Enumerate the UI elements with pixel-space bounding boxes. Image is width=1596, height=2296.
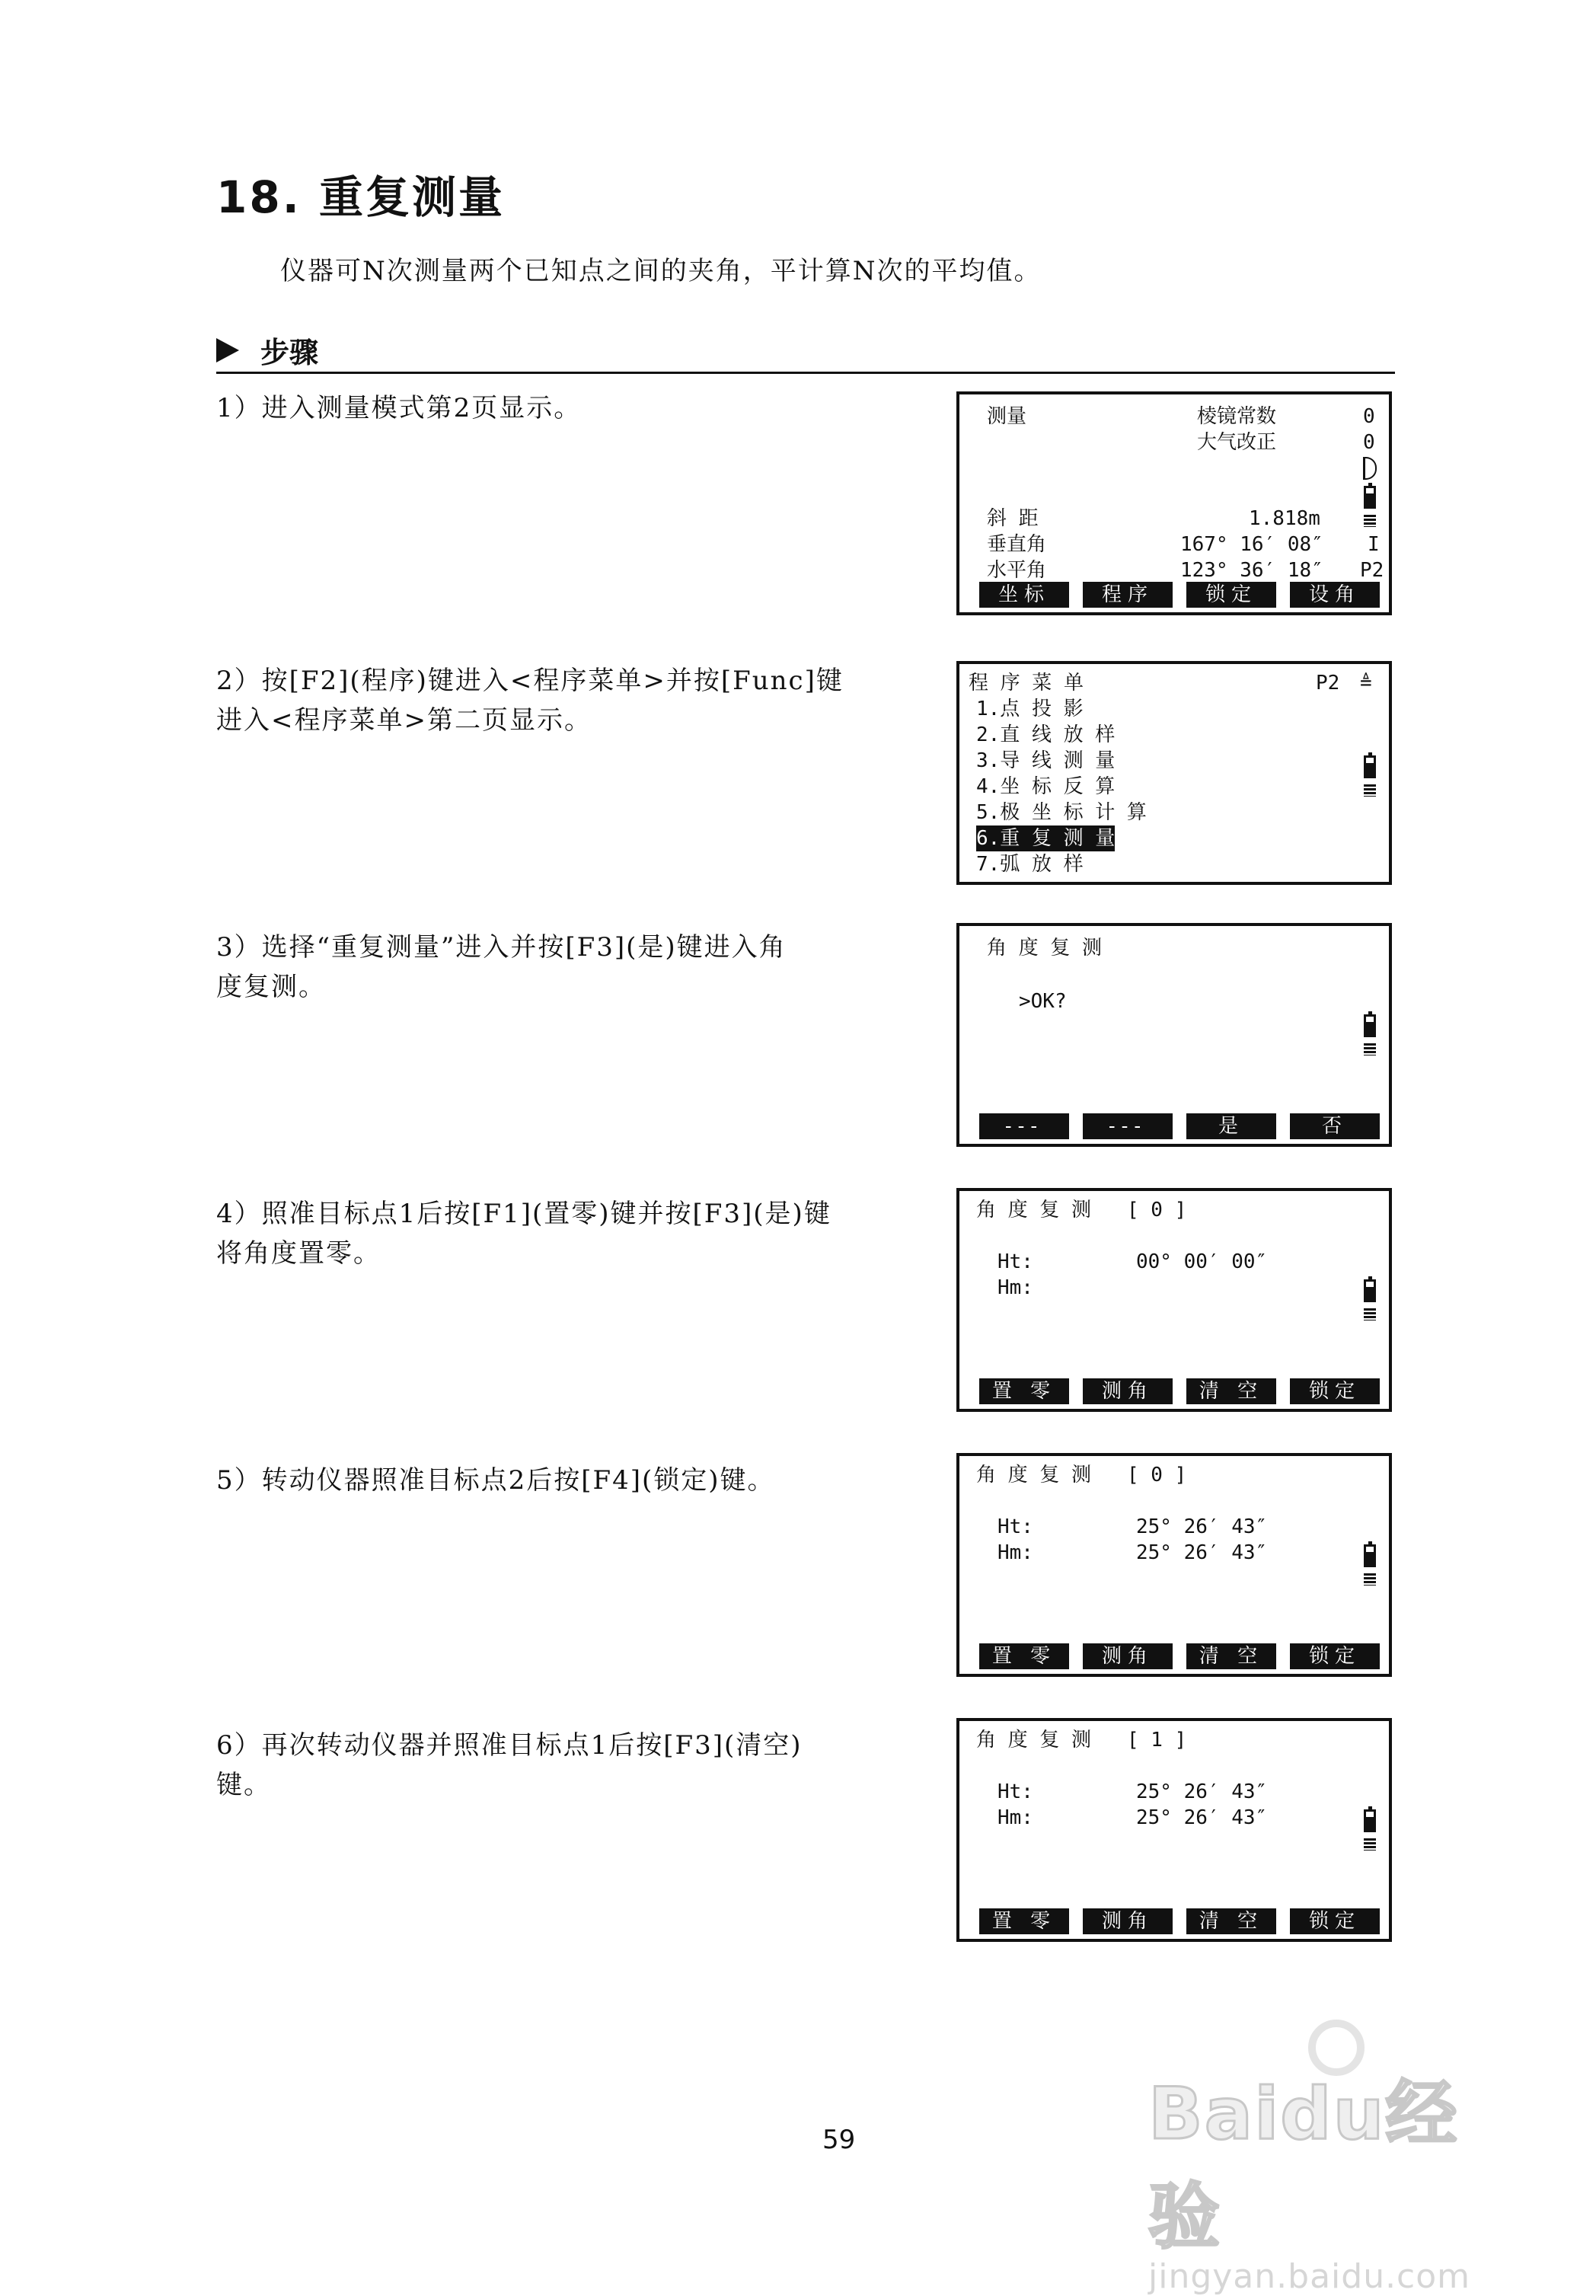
repeat-count: [ 0 ] (1127, 1464, 1187, 1486)
ht-label: Ht: (998, 1250, 1033, 1273)
page-number: 59 (822, 2125, 856, 2155)
softkey-f1[interactable]: --- (979, 1113, 1069, 1139)
battery-icon (1364, 1279, 1376, 1302)
vertical-angle-value: 167° 16′ 08″ (1180, 533, 1323, 556)
hm-label: Hm: (998, 1541, 1033, 1564)
step-6: 6）再次转动仪器并照准目标点1后按[F3](清空) 键。 (216, 1730, 803, 1800)
signal-icon (1364, 1043, 1376, 1055)
softkey-f4-lock[interactable]: 锁定 (1290, 1908, 1380, 1934)
screen-title: 角 度 复 测 (976, 1199, 1091, 1221)
softkey-f2-program[interactable]: 程序 (1083, 582, 1173, 608)
prism-constant-value: 0 (1363, 405, 1375, 428)
repeat-count: [ 0 ] (1127, 1199, 1187, 1221)
section-heading-label: 步骤 (260, 336, 319, 369)
section-heading (216, 329, 318, 371)
triangle-bullet-icon (216, 338, 239, 362)
hm-value: 25° 26′ 43″ (1136, 1806, 1268, 1829)
battery-icon (1364, 486, 1376, 509)
vertical-angle-label: 垂直角 (987, 533, 1047, 556)
softkey-bar (979, 1908, 1380, 1934)
screen-title: 角 度 复 测 (976, 1729, 1091, 1752)
softkey-f2-measure-angle[interactable]: 测角 (1083, 1643, 1173, 1669)
ht-label: Ht: (998, 1515, 1033, 1538)
softkey-f1-zero[interactable]: 置 零 (979, 1643, 1069, 1669)
slope-distance-label: 斜 距 (987, 507, 1039, 530)
horizontal-angle-value: 123° 36′ 18″ (1180, 559, 1323, 582)
signal-icon (1364, 515, 1376, 527)
step-3: 3）选择“重复测量”进入并按[F3](是)键进入角 度复测。 (216, 932, 787, 1002)
softkey-f1-coordinates[interactable]: 坐标 (979, 582, 1069, 608)
softkey-bar (979, 1378, 1380, 1404)
horizontal-angle-label: 水平角 (987, 559, 1047, 582)
menu-item[interactable]: 1.点 投 影 (976, 698, 1084, 720)
hm-label: Hm: (998, 1276, 1033, 1299)
step-5: 5）转动仪器照准目标点2后按[F4](锁定)键。 (216, 1465, 775, 1496)
battery-icon (1364, 755, 1376, 778)
status-icons (1361, 1809, 1378, 1851)
softkey-bar (979, 1113, 1380, 1139)
vertical-angle-flag: I (1368, 533, 1380, 556)
softkey-bar (979, 1643, 1380, 1669)
menu-item[interactable]: 3.导 线 测 量 (976, 749, 1116, 772)
softkey-f3-clear[interactable]: 清 空 (1186, 1378, 1276, 1404)
step-1: 1）进入测量模式第2页显示。 (216, 393, 582, 423)
softkey-f1-zero[interactable]: 置 零 (979, 1908, 1069, 1934)
signal-icon (1364, 1308, 1376, 1320)
confirm-prompt: >OK? (1019, 990, 1067, 1013)
page-indicator: P2 (1360, 559, 1384, 582)
status-icons (1361, 1014, 1378, 1055)
softkey-bar (979, 582, 1380, 608)
battery-icon (1364, 1014, 1376, 1037)
watermark-logo: Baidu经验 (1148, 2073, 1459, 2259)
intro-paragraph: 仪器可N次测量两个已知点之间的夹角，平计算N次的平均值。 (280, 256, 1042, 286)
ht-value: 25° 26′ 43″ (1136, 1515, 1268, 1538)
softkey-f3-lock[interactable]: 锁定 (1186, 582, 1276, 608)
screen-angle-repeat-confirm (956, 923, 1392, 1147)
menu-item[interactable]: 7.弧 放 样 (976, 853, 1084, 876)
prism-icon (1363, 457, 1377, 480)
watermark-url: jingyan.baidu.com (1148, 2257, 1471, 2296)
ht-value: 00° 00′ 00″ (1136, 1250, 1268, 1273)
screen-angle-repeat-zero (956, 1188, 1392, 1412)
status-icons (1361, 1279, 1378, 1320)
softkey-f3-clear[interactable]: 清 空 (1186, 1643, 1276, 1669)
page-indicator: P2 (1316, 672, 1340, 695)
scroll-arrow-icon: ≜ (1360, 672, 1372, 695)
slope-distance-value: 1.818m (1249, 507, 1320, 530)
paw-logo-icon (1308, 2020, 1365, 2076)
page-title: 18. 重复测量 (216, 171, 505, 223)
screen-title: 角 度 复 测 (987, 937, 1102, 960)
hm-value: 25° 26′ 43″ (1136, 1541, 1268, 1564)
menu-item-selected[interactable]: 6.重 复 测 量 (976, 827, 1116, 850)
status-icons (1361, 1544, 1378, 1585)
screen-measure-p2 (956, 391, 1392, 615)
softkey-f4-set-angle[interactable]: 设角 (1290, 582, 1380, 608)
baidu-watermark (1148, 2056, 1514, 2296)
status-icons (1361, 755, 1378, 797)
prism-constant-label: 棱镜常数 (1197, 405, 1277, 428)
ht-label: Ht: (998, 1780, 1033, 1803)
screen-program-menu (956, 661, 1392, 885)
softkey-f4-lock[interactable]: 锁定 (1290, 1378, 1380, 1404)
softkey-f3-yes[interactable]: 是 (1186, 1113, 1276, 1139)
status-icons (1361, 457, 1378, 527)
screen-angle-repeat-clear (956, 1718, 1392, 1942)
menu-item[interactable]: 5.极 坐 标 计 算 (976, 801, 1147, 824)
atm-correction-label: 大气改正 (1197, 431, 1277, 454)
step-4: 4）照准目标点1后按[F1](置零)键并按[F3](是)键 将角度置零。 (216, 1199, 832, 1269)
ht-value: 25° 26′ 43″ (1136, 1780, 1268, 1803)
step-2: 2）按[F2](程序)键进入<程序菜单>并按[Func]键 进入<程序菜单>第二页显示。 (216, 666, 844, 736)
signal-icon (1364, 1838, 1376, 1851)
softkey-f2[interactable]: --- (1083, 1113, 1173, 1139)
section-divider (216, 372, 1395, 374)
signal-icon (1364, 784, 1376, 797)
softkey-f1-zero[interactable]: 置 零 (979, 1378, 1069, 1404)
hm-label: Hm: (998, 1806, 1033, 1829)
menu-item[interactable]: 4.坐 标 反 算 (976, 775, 1116, 798)
signal-icon (1364, 1573, 1376, 1585)
screen-mode-label: 测量 (987, 405, 1027, 428)
softkey-f2-measure-angle[interactable]: 测角 (1083, 1378, 1173, 1404)
menu-title: 程 序 菜 单 (969, 672, 1084, 695)
battery-icon (1364, 1544, 1376, 1567)
softkey-f4-no[interactable]: 否 (1290, 1113, 1380, 1139)
screen-title: 角 度 复 测 (976, 1464, 1091, 1486)
screen-angle-repeat-lock (956, 1453, 1392, 1677)
battery-icon (1364, 1809, 1376, 1832)
softkey-f2-measure-angle[interactable]: 测角 (1083, 1908, 1173, 1934)
softkey-f4-lock[interactable]: 锁定 (1290, 1643, 1380, 1669)
softkey-f3-clear[interactable]: 清 空 (1186, 1908, 1276, 1934)
menu-item[interactable]: 2.直 线 放 样 (976, 723, 1116, 746)
repeat-count: [ 1 ] (1127, 1729, 1187, 1752)
atm-correction-value: 0 (1363, 431, 1375, 454)
